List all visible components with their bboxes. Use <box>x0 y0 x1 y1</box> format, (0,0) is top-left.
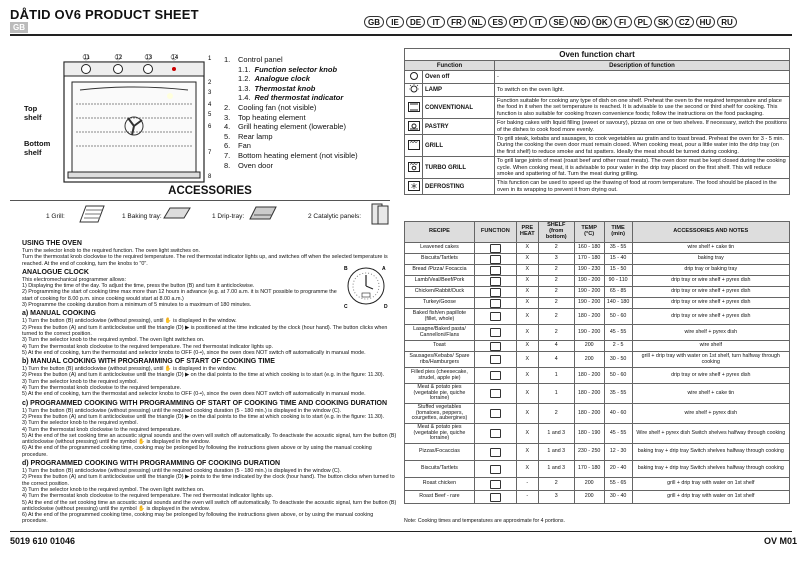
recipe-row <box>405 276 790 287</box>
instruction-line: Turn the selector knob to the required function. The oven light switches on. <box>22 248 200 254</box>
function-icon-cell <box>474 325 516 341</box>
recipe-cell: 90 - 110 <box>604 276 632 287</box>
clock-label-a: A <box>382 266 386 272</box>
function-name: PASTRY <box>423 119 495 135</box>
recipe-cell: 50 - 60 <box>604 368 632 384</box>
product-code: 5019 610 01046 <box>10 536 76 546</box>
recipe-cell: Chicken/Rabbit/Duck <box>405 287 475 298</box>
callout-1: 1 <box>208 56 212 62</box>
function-description: Function suitable for cooking any type of dish on one shelf. Preheat the oven to the required temperature and place the food in it when the set temperature is reached. It is advisable to use the second or third shelf for cooking. This function is also suitable for cooking frozen convenience foods; follow the instructions on the food packaging. <box>495 97 790 119</box>
recipe-row <box>405 491 790 504</box>
function-icon-cell <box>474 309 516 325</box>
recipe-cell: Wire shelf + pyrex dish Switch shelves halfway through cooking <box>632 424 789 444</box>
recipe-row <box>405 461 790 478</box>
recipe-cell: 15 - 50 <box>604 265 632 276</box>
function-icon-cell <box>474 243 516 254</box>
recipe-row <box>405 444 790 461</box>
recipe-row <box>405 243 790 254</box>
recipe-row <box>405 254 790 265</box>
clock-label-d: D <box>384 304 388 310</box>
recipe-row <box>405 368 790 384</box>
recipe-cell: 35 - 55 <box>604 384 632 404</box>
function-row <box>405 97 790 119</box>
recipe-cell: 190 - 200 <box>574 325 604 341</box>
recipe-cell: 180 - 200 <box>574 368 604 384</box>
recipe-cell: wire shelf + cake tin <box>632 384 789 404</box>
function-icon <box>490 266 501 275</box>
recipe-cell: 40 - 60 <box>604 404 632 424</box>
recipe-cell: X <box>516 384 538 404</box>
recipe-cell: baking tray <box>632 254 789 265</box>
recipe-cell: 2 <box>538 276 574 287</box>
instruction-line: 1) Turn the button (B) anticlockwise (without pressing) until the required cooking duration (5 - 180 min.) is displayed in the window (C). <box>22 407 342 414</box>
recipe-cell: - <box>516 478 538 491</box>
recipe-cell: 45 - 55 <box>604 424 632 444</box>
recipe-cell: 4 <box>538 352 574 368</box>
callout-11: 11 <box>83 55 90 61</box>
function-icon-cell <box>474 352 516 368</box>
language-se-9: SE <box>549 16 568 28</box>
chart-header-description: Description of function <box>495 61 790 71</box>
recipe-cell: 2 <box>538 243 574 254</box>
recipe-header: ACCESSORIES AND NOTES <box>632 222 789 243</box>
chart-header-function: Function <box>405 61 495 71</box>
recipe-cell: 200 <box>574 491 604 504</box>
function-description: To grill large joints of meat (roast beef and other roast meats). The oven door must be kept closed during the cooking cycle. When cooking meat, it is advisable to pour water in the drip tray placed on the first shelf. This will reduce smoke and spattering of fat. Turn the meat during grilling. <box>495 157 790 179</box>
function-icon-cell <box>474 276 516 287</box>
catalytic-panels-label: 2 Catalytic panels: <box>308 213 362 220</box>
function-icon <box>490 371 501 380</box>
recipe-row <box>405 265 790 276</box>
section-title: d) PROGRAMMED COOKING WITH PROGRAMMING OF COOKING DURATION <box>22 460 281 468</box>
accessories-title: ACCESSORIES <box>168 185 252 197</box>
recipe-cell: drip tray or wire shelf + pyrex dish <box>632 368 789 384</box>
recipe-row <box>405 424 790 444</box>
instruction-line: 2) Programming the start of cooking time max more than 12 hours in advance (e.g. at 7.00 a.m. it is NOT possible to programme the start of cooking for 8.00 p.m. since cooking would start at 8.00 a.m.) <box>22 289 337 302</box>
recipe-row <box>405 341 790 352</box>
recipe-cell: Meat & potato pies (vegetable pie, quiche lorraine) <box>405 424 475 444</box>
function-icon <box>490 480 501 489</box>
defrost-icon <box>408 187 420 193</box>
language-gb-0: GB <box>364 16 384 28</box>
callout-5: 5 <box>208 112 212 118</box>
language-pt-7: PT <box>509 16 527 28</box>
recipe-row <box>405 404 790 424</box>
recipe-cell: X <box>516 444 538 461</box>
recipe-cell: X <box>516 309 538 325</box>
function-icon-cell <box>474 478 516 491</box>
language-dk-11: DK <box>592 16 612 28</box>
function-description: For baking cakes with liquid filling (sweet or savoury), pizzas on one or two shelves. If necessary, switch the positions of the dishes to cook food more evenly. <box>495 119 790 135</box>
function-row <box>405 157 790 179</box>
instruction-line: 4) Turn the thermostat knob clockwise to the required temperature. The red thermostat indicator lights up. <box>22 493 273 500</box>
function-row <box>405 84 790 97</box>
recipe-header: RECIPE <box>405 222 475 243</box>
recipe-cell: drip tray or wire shelf + pyrex dish <box>632 298 789 309</box>
recipe-table <box>404 221 790 504</box>
instruction-line: Turn the thermostat knob clockwise to the required temperature. The red thermostat indicator lights up, and switches off when the selected temperature is reached. At the end of cooking, turn the knobs to "0". <box>22 254 388 267</box>
recipe-cell: 65 - 85 <box>604 287 632 298</box>
section-title: c) PROGRAMMED COOKING WITH PROGRAMMING OF START OF COOKING TIME AND COOKING DURATION <box>22 399 388 407</box>
divider <box>10 200 390 201</box>
baking-tray-icon <box>162 204 192 224</box>
instruction-line: 5) At the end of the set cooking time an acoustic signal sounds and the oven will switch off automatically. To deactivate the acoustic signal, turn the button (B) anticlockwise (without pressing) until the symbol ✋ is displayed in the window. <box>22 499 397 512</box>
recipe-cell: 2 <box>538 478 574 491</box>
function-name: TURBO GRILL <box>423 157 495 179</box>
recipe-cell: 1 and 3 <box>538 461 574 478</box>
instruction-line: 5) At the end of the set cooking time an acoustic signal sounds and the oven will switch off automatically. To deactivate the acoustic signal, turn the button (B) anticlockwise (without pressing) until the symbol ✋ is displayed in the window. <box>22 432 397 446</box>
bottom-shelf-label: Bottom shelf <box>24 139 51 157</box>
recipe-header: TIME (min) <box>604 222 632 243</box>
recipe-cell: Leavened cakes <box>405 243 475 254</box>
recipe-cell: 3 <box>538 254 574 265</box>
recipe-cell: X <box>516 461 538 478</box>
recipe-cell: baking tray + drip tray Switch shelves halfway through cooking <box>632 461 789 478</box>
recipe-cell: drip tray or wire shelf + pyrex dish <box>632 287 789 298</box>
function-icon-cell <box>474 384 516 404</box>
instruction-line: 3) Turn the selector knob to the required symbol. The oven light switches on. <box>22 486 205 493</box>
baking-tray-label: 1 Baking tray: <box>122 213 162 220</box>
language-cz-15: CZ <box>675 16 694 28</box>
callout-8: 8 <box>208 174 212 180</box>
recipe-cell: 50 - 60 <box>604 309 632 325</box>
function-description: This function can be used to speed up the thawing of food at room temperature. The food should be placed in the oven in its wrapping to prevent it from drying out. <box>495 179 790 195</box>
function-row <box>405 135 790 157</box>
instruction-line: 2) Press the button (A) and turn it anticlockwise until the triangle (D) ▶ on the dial points to the time at which cooking is to start (e.g. in the figure: 11.30). <box>22 372 385 379</box>
top-shelf-label: Top shelf <box>24 104 42 122</box>
instruction-line: 3) Turn the selector knob to the required symbol. <box>22 378 138 385</box>
language-pl-13: PL <box>634 16 652 28</box>
oven-function-chart <box>404 48 790 195</box>
recipe-cell: Turkey/Goose <box>405 298 475 309</box>
recipe-cell: X <box>516 254 538 265</box>
section-title: ANALOGUE CLOCK <box>22 268 89 276</box>
recipe-cell: Bread /Pizza/ Focaccia <box>405 265 475 276</box>
language-fr-4: FR <box>447 16 466 28</box>
function-icon-cell <box>474 265 516 276</box>
function-icon <box>490 493 501 502</box>
recipe-cell: 160 - 180 <box>574 243 604 254</box>
recipe-cell: baking tray + drip tray Switch shelves halfway through cooking <box>632 444 789 461</box>
chart-title: Oven function chart <box>405 49 790 61</box>
function-icon-cell <box>474 404 516 424</box>
grill-icon <box>408 146 420 152</box>
function-icon <box>490 312 501 321</box>
recipe-cell: drip tray or wire shelf + pyrex dish <box>632 309 789 325</box>
recipe-cell: 1 <box>538 384 574 404</box>
function-icon <box>490 328 501 337</box>
pastry-icon <box>408 127 420 133</box>
language-selector <box>364 16 737 28</box>
section-title: USING THE OVEN <box>22 240 82 247</box>
recipe-cell: 170 - 180 <box>574 254 604 265</box>
recipe-cell: 55 - 65 <box>604 478 632 491</box>
function-icon-cell <box>474 424 516 444</box>
function-row <box>405 119 790 135</box>
function-icon <box>490 342 501 351</box>
recipe-cell: 2 <box>538 287 574 298</box>
recipe-cell: 1 <box>538 368 574 384</box>
recipe-cell: Sausages/Kebabs/ Spare ribs/Hamburgers <box>405 352 475 368</box>
recipe-row <box>405 309 790 325</box>
instruction-line: 5) At the end of cooking, turn the thermostat and selector knobs to OFF (0-•), since the oven does NOT switch off automatically in manual mode. <box>22 391 366 398</box>
recipe-cell: X <box>516 368 538 384</box>
recipe-cell: wire shelf + pyrex dish <box>632 404 789 424</box>
recipe-cell: X <box>516 298 538 309</box>
recipe-cell: 180 - 200 <box>574 404 604 424</box>
recipe-row <box>405 298 790 309</box>
function-icon <box>490 355 501 364</box>
function-icon <box>490 288 501 297</box>
recipe-cell: 3 <box>538 491 574 504</box>
callout-13: 13 <box>145 55 153 61</box>
grill-icon <box>78 202 106 226</box>
recipe-cell: grill + drip tray with water on 1st shelf <box>632 491 789 504</box>
recipe-cell: Biscuits/Tartlets <box>405 254 475 265</box>
recipe-cell: 1 and 3 <box>538 424 574 444</box>
recipe-cell: X <box>516 265 538 276</box>
instruction-line: 4) Turn the thermostat knob clockwise to the required temperature. The red thermostat indicator lights up. <box>22 343 273 350</box>
function-description: To grill steak, kebabs and sausages, to cook vegetables au gratin and to toast bread. Preheat the oven for 3 - 5 min. During the cooking the oven door must remain closed. When cooking meat, pour a little water into the drip tray (on the first shelf) to reduce smoke and fat spatters. Ideally the meat should be turned during cooking. <box>495 135 790 157</box>
recipe-cell: X <box>516 243 538 254</box>
instruction-line: 6) At the end of the programmed cooking time, cooking may be prolonged by following the instructions given above or by using the manual cooking procedure. <box>22 445 372 458</box>
function-icon <box>490 465 501 474</box>
recipe-cell: 45 - 55 <box>604 325 632 341</box>
instruction-line: 4) Turn the thermostat knob clockwise to the required temperature. <box>22 426 182 433</box>
recipe-cell: 190 - 200 <box>574 276 604 287</box>
language-badge: GB <box>10 22 28 33</box>
recipe-cell: Pizzas/Focaccias <box>405 444 475 461</box>
callout-12: 12 <box>115 55 123 61</box>
recipe-cell: 2 <box>538 298 574 309</box>
parts-list: 1. Control panel 1.1. Function selector knob 1.2. Analogue clock 1.3. Thermostat knob 1.4. Red thermostat indicator 2. Cooling fan (not visible) 3. Top heating element 4. Grill heating element (lowerable) 5. Rear lamp 6. Fan 7. Bottom heating element (not visible) 8. Oven door <box>224 55 358 170</box>
recipe-cell: X <box>516 404 538 424</box>
language-it-3: IT <box>427 16 445 28</box>
recipe-header: PRE HEAT <box>516 222 538 243</box>
grill-label: 1 Grill: <box>46 213 65 220</box>
recipe-cell: Meat & potato pies (vegetable pie, quiche lorraine) <box>405 384 475 404</box>
function-name: DEFROSTING <box>423 179 495 195</box>
recipe-cell: 35 - 55 <box>604 243 632 254</box>
recipe-cell: X <box>516 325 538 341</box>
catalytic-panel-icon <box>368 202 392 226</box>
instruction-line: 2) Press the button (A) and turn it anticlockwise until the triangle (D) ▶ is positioned at the time indicated by the clock (hour hand). The button clicks when turned to the correct position. <box>22 324 388 337</box>
function-row <box>405 179 790 195</box>
recipe-cell: Roast Beef - rare <box>405 491 475 504</box>
recipe-cell: Roast chicken <box>405 478 475 491</box>
function-name: Oven off <box>423 71 495 84</box>
function-icon-cell <box>474 461 516 478</box>
divider <box>10 531 792 532</box>
recipe-header: FUNCTION <box>474 222 516 243</box>
recipe-cell: 20 - 40 <box>604 461 632 478</box>
recipe-cell: drip tray or baking tray <box>632 265 789 276</box>
section-title: b) MANUAL COOKING WITH PROGRAMMING OF START OF COOKING TIME <box>22 358 275 366</box>
language-es-6: ES <box>488 16 507 28</box>
function-row <box>405 71 790 84</box>
oven-diagram <box>62 54 212 186</box>
callout-6: 6 <box>208 124 212 130</box>
callout-7: 7 <box>208 150 212 156</box>
language-ie-1: IE <box>386 16 404 28</box>
drip-tray-icon <box>248 203 278 225</box>
recipe-row <box>405 325 790 341</box>
instruction-line: 3) Turn the selector knob to the required symbol. <box>22 420 138 427</box>
recipe-cell: X <box>516 341 538 352</box>
callout-4: 4 <box>208 102 212 108</box>
language-fi-12: FI <box>614 16 632 28</box>
instruction-line: 3) Programme the cooking duration from a minimum of 5 minutes to a maximum of 180 minutes. <box>22 302 252 309</box>
lamp-icon <box>408 90 420 96</box>
language-sk-14: SK <box>654 16 673 28</box>
function-icon-cell <box>474 341 516 352</box>
page-title: DÅTID OV6 PRODUCT SHEET <box>10 7 199 22</box>
instruction-line: 6) At the end of the programmed cooking time, cooking may be prolonged by following the instructions given above, or by using the manual cooking procedure. <box>22 512 374 525</box>
off-icon <box>409 77 419 83</box>
recipe-cell: 30 - 40 <box>604 491 632 504</box>
divider <box>10 34 792 36</box>
language-no-10: NO <box>570 16 590 28</box>
function-name: LAMP <box>423 84 495 97</box>
recipe-cell: 2 <box>538 309 574 325</box>
recipe-row <box>405 384 790 404</box>
section-title: a) MANUAL COOKING <box>22 310 96 318</box>
recipe-cell: X <box>516 276 538 287</box>
recipe-cell: 2 <box>538 325 574 341</box>
instruction-line: 1) Turn the button (B) anticlockwise (without pressing), until ✋ is displayed in the window. <box>22 318 237 325</box>
language-hu-16: HU <box>696 16 716 28</box>
recipe-cell: 200 <box>574 341 604 352</box>
function-name: GRILL <box>423 135 495 157</box>
function-icon <box>490 409 501 418</box>
instruction-line: 4) Turn the thermostat knob clockwise to the required temperature. <box>22 385 182 392</box>
paragraph: This electromechanical programmer allows: <box>22 276 126 283</box>
language-de-2: DE <box>406 16 425 28</box>
recipe-cell: 190 - 200 <box>574 298 604 309</box>
function-icon <box>490 389 501 398</box>
recipe-cell: 2 <box>538 404 574 424</box>
recipe-cell: 190 - 230 <box>574 265 604 276</box>
recipe-cell: 12 - 30 <box>604 444 632 461</box>
recipe-cell: 180 - 200 <box>574 309 604 325</box>
recipe-cell: 2 <box>538 265 574 276</box>
function-name: CONVENTIONAL <box>423 97 495 119</box>
recipe-cell: Baked fish/en papillote (fillet, whole) <box>405 309 475 325</box>
recipe-header: TEMP (°C) <box>574 222 604 243</box>
recipe-cell: 1 and 3 <box>538 444 574 461</box>
function-description: To switch on the oven light. <box>495 84 790 97</box>
clock-label-c: C <box>344 304 348 310</box>
recipe-cell: X <box>516 424 538 444</box>
instruction-line: 1) Turn the button (B) anticlockwise (without pressing) until the required cooking duration (5 - 180 min.) is displayed in the window (C). <box>22 468 342 475</box>
recipe-cell: 180 - 200 <box>574 384 604 404</box>
recipe-cell: grill + drip tray with water on 1st shelf, turn halfway through cooking <box>632 352 789 368</box>
function-description: - <box>495 71 790 84</box>
recipe-cell: 230 - 250 <box>574 444 604 461</box>
recipe-cell: Stuffed vegetables (tomatoes, peppers, courgettes, aubergines) <box>405 404 475 424</box>
recipe-cell: Lasagne/Baked pasta/ Cannelloni/Flans <box>405 325 475 341</box>
function-icon <box>490 429 501 438</box>
function-icon <box>490 448 501 457</box>
drip-tray-label: 1 Drip-tray: <box>212 213 245 220</box>
recipe-row <box>405 352 790 368</box>
recipe-cell: 15 - 40 <box>604 254 632 265</box>
recipe-cell: wire shelf + pyrex dish <box>632 325 789 341</box>
function-icon-cell <box>474 298 516 309</box>
language-ru-17: RU <box>717 16 737 28</box>
recipe-cell: X <box>516 287 538 298</box>
recipe-cell: X <box>516 352 538 368</box>
instruction-line: 5) At the end of cooking, turn the thermostat and selector knobs to OFF (0-•), since the oven does NOT switch off automatically in manual mode. <box>22 349 366 356</box>
revision-code: OV M01 <box>764 536 798 546</box>
function-icon-cell <box>474 368 516 384</box>
language-it-8: IT <box>529 16 547 28</box>
recipe-cell: wire shelf <box>632 341 789 352</box>
recipe-cell: wire shelf + cake tin <box>632 243 789 254</box>
function-icon-cell <box>474 491 516 504</box>
recipe-cell: 200 <box>574 478 604 491</box>
recipe-cell: Toast <box>405 341 475 352</box>
recipe-row <box>405 287 790 298</box>
turbo-grill-icon <box>408 168 420 174</box>
recipe-cell: 2 - 5 <box>604 341 632 352</box>
recipe-cell: Filled pies (cheesecake, strudel, apple pie) <box>405 368 475 384</box>
recipe-header: SHELF (from bottom) <box>538 222 574 243</box>
recipe-cell: 140 - 180 <box>604 298 632 309</box>
function-icon-cell <box>474 444 516 461</box>
callout-2: 2 <box>208 80 212 86</box>
function-icon <box>490 255 501 264</box>
table-note: Note: Cooking times and temperatures are approximate for 4 portions. <box>404 518 565 524</box>
callout-14: 14 <box>171 55 179 61</box>
recipe-cell: Lamb/Veal/Beef/Pork <box>405 276 475 287</box>
instruction-line: 1) Displaying the time of the day. To adjust the time, press the button (B) and turn it anticlockwise. <box>22 283 255 290</box>
recipe-cell: 200 <box>574 352 604 368</box>
conventional-icon <box>408 108 420 114</box>
recipe-cell: 4 <box>538 341 574 352</box>
recipe-cell: 30 - 50 <box>604 352 632 368</box>
instruction-line: 2) Press the button (A) and turn it anticlockwise until the triangle (D) ▶ points to the time indicated by the clock (hour hand). The button clicks when turned to the correct position. <box>22 474 395 487</box>
callout-3: 3 <box>208 90 212 96</box>
instruction-line: 3) Turn the selector knob to the required symbol. The oven light switches on. <box>22 337 205 344</box>
recipe-row <box>405 478 790 491</box>
function-icon-cell <box>474 287 516 298</box>
recipe-cell: - <box>516 491 538 504</box>
recipe-cell: 180 - 190 <box>574 424 604 444</box>
recipe-cell: 170 - 180 <box>574 461 604 478</box>
function-icon-cell <box>474 254 516 265</box>
function-icon <box>490 244 501 253</box>
clock-label-b: B <box>344 266 348 272</box>
function-icon <box>490 277 501 286</box>
recipe-cell: Biscuits/Tartlets <box>405 461 475 478</box>
instruction-line: 1) Turn the button (B) anticlockwise (without pressing), until ✋ is displayed in the window. <box>22 366 237 373</box>
recipe-cell: grill + drip tray with water on 1st shelf <box>632 478 789 491</box>
recipe-cell: 190 - 200 <box>574 287 604 298</box>
instructions <box>22 238 398 525</box>
language-nl-5: NL <box>468 16 487 28</box>
function-icon <box>490 299 501 308</box>
instruction-line: 2) Press the button (A) and turn it anticlockwise until the triangle (D) ▶ on the dial points to the time at which cooking is to start (e.g. in the figure: 11.30). <box>22 413 385 420</box>
recipe-cell: drip tray or wire shelf + pyrex dish <box>632 276 789 287</box>
